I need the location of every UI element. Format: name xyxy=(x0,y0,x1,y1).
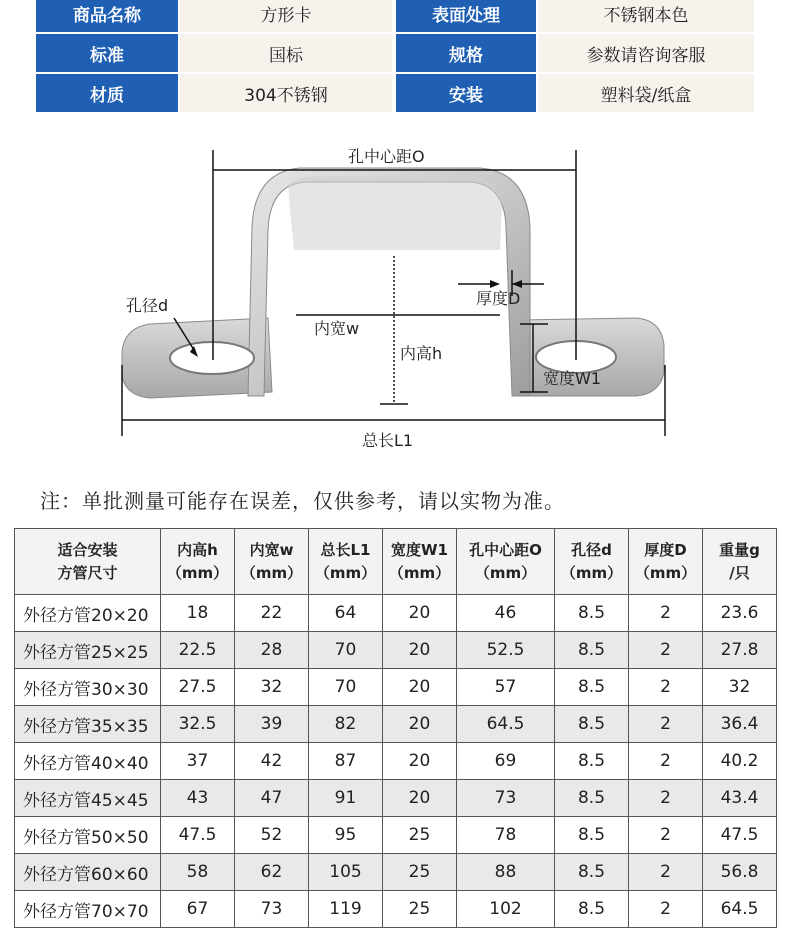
table-cell: 82 xyxy=(309,706,383,743)
table-cell: 8.5 xyxy=(555,817,629,854)
table-cell-tube-size: 外径方管30×30 xyxy=(15,669,161,706)
table-cell: 88 xyxy=(457,854,555,891)
table-cell: 20 xyxy=(383,632,457,669)
column-header: 总长L1 （mm） xyxy=(309,529,383,595)
spec-row xyxy=(36,0,754,32)
table-cell-tube-size: 外径方管35×35 xyxy=(15,706,161,743)
table-cell: 91 xyxy=(309,780,383,817)
table-row xyxy=(15,632,777,669)
table-cell: 42 xyxy=(235,743,309,780)
width-label: 宽度W1 xyxy=(543,369,602,388)
table-row xyxy=(15,891,777,928)
table-row xyxy=(15,669,777,706)
table-cell: 20 xyxy=(383,669,457,706)
table-cell: 119 xyxy=(309,891,383,928)
table-cell: 47 xyxy=(235,780,309,817)
table-row xyxy=(15,743,777,780)
table-cell: 70 xyxy=(309,669,383,706)
table-cell: 46 xyxy=(457,595,555,632)
table-cell: 105 xyxy=(309,854,383,891)
bracket-diagram xyxy=(0,135,790,465)
table-cell: 43.4 xyxy=(703,780,777,817)
table-cell: 2 xyxy=(629,817,703,854)
table-cell: 20 xyxy=(383,595,457,632)
table-cell: 2 xyxy=(629,743,703,780)
table-cell-tube-size: 外径方管45×45 xyxy=(15,780,161,817)
column-header: 宽度W1 （mm） xyxy=(383,529,457,595)
column-header: 孔径d （mm） xyxy=(555,529,629,595)
spec-label: 标准 xyxy=(36,34,178,72)
table-cell: 47.5 xyxy=(703,817,777,854)
spec-label: 安装 xyxy=(396,74,536,112)
table-cell-tube-size: 外径方管20×20 xyxy=(15,595,161,632)
spec-value: 不锈钢本色 xyxy=(538,0,754,32)
table-cell: 69 xyxy=(457,743,555,780)
spec-value: 304不锈钢 xyxy=(180,74,392,112)
table-cell: 56.8 xyxy=(703,854,777,891)
table-cell: 2 xyxy=(629,854,703,891)
table-cell: 32 xyxy=(235,669,309,706)
table-cell-tube-size: 外径方管70×70 xyxy=(15,891,161,928)
table-cell: 27.5 xyxy=(161,669,235,706)
column-header: 内高h （mm） xyxy=(161,529,235,595)
table-cell: 40.2 xyxy=(703,743,777,780)
table-cell: 57 xyxy=(457,669,555,706)
table-cell-tube-size: 外径方管50×50 xyxy=(15,817,161,854)
spec-grid xyxy=(36,0,754,114)
spec-value: 方形卡 xyxy=(180,0,392,32)
table-cell: 67 xyxy=(161,891,235,928)
spec-label: 材质 xyxy=(36,74,178,112)
spec-row xyxy=(36,34,754,72)
hole-diameter-label: 孔径d xyxy=(126,296,169,315)
disclaimer-note: 注：单批测量可能存在误差，仅供参考，请以实物为准。 xyxy=(40,489,565,513)
table-body xyxy=(15,595,777,928)
table-cell: 58 xyxy=(161,854,235,891)
table-cell: 73 xyxy=(457,780,555,817)
column-header: 重量g /只 xyxy=(703,529,777,595)
spec-label: 规格 xyxy=(396,34,536,72)
table-cell-tube-size: 外径方管40×40 xyxy=(15,743,161,780)
table-cell: 39 xyxy=(235,706,309,743)
table-cell: 8.5 xyxy=(555,891,629,928)
table-cell: 2 xyxy=(629,780,703,817)
table-cell: 37 xyxy=(161,743,235,780)
hole-center-label: 孔中心距O xyxy=(348,147,425,166)
table-cell: 8.5 xyxy=(555,780,629,817)
column-header: 厚度D （mm） xyxy=(629,529,703,595)
table-row xyxy=(15,595,777,632)
table-cell: 52 xyxy=(235,817,309,854)
table-cell: 8.5 xyxy=(555,632,629,669)
table-header-row xyxy=(15,529,777,595)
table-cell: 2 xyxy=(629,891,703,928)
table-cell: 22.5 xyxy=(161,632,235,669)
table-cell: 8.5 xyxy=(555,706,629,743)
table-cell: 28 xyxy=(235,632,309,669)
table-cell: 2 xyxy=(629,595,703,632)
table-cell: 36.4 xyxy=(703,706,777,743)
table-cell-tube-size: 外径方管25×25 xyxy=(15,632,161,669)
table-cell: 25 xyxy=(383,854,457,891)
table-cell: 64 xyxy=(309,595,383,632)
table-cell: 87 xyxy=(309,743,383,780)
table-cell: 8.5 xyxy=(555,669,629,706)
table-cell-tube-size: 外径方管60×60 xyxy=(15,854,161,891)
spec-value: 参数请咨询客服 xyxy=(538,34,754,72)
table-cell: 8.5 xyxy=(555,743,629,780)
table-cell: 32 xyxy=(703,669,777,706)
column-header: 适合安装 方管尺寸 xyxy=(15,529,161,595)
table-cell: 2 xyxy=(629,706,703,743)
inner-height-label: 内高h xyxy=(400,344,443,363)
table-cell: 78 xyxy=(457,817,555,854)
table-row xyxy=(15,706,777,743)
total-length-label: 总长L1 xyxy=(362,431,414,450)
table-cell: 8.5 xyxy=(555,595,629,632)
table-cell: 64.5 xyxy=(703,891,777,928)
table-cell: 73 xyxy=(235,891,309,928)
table-cell: 20 xyxy=(383,706,457,743)
table-cell: 20 xyxy=(383,780,457,817)
table-row xyxy=(15,780,777,817)
table-cell: 2 xyxy=(629,669,703,706)
table-row xyxy=(15,854,777,891)
spec-label: 商品名称 xyxy=(36,0,178,32)
table-cell: 18 xyxy=(161,595,235,632)
table-cell: 27.8 xyxy=(703,632,777,669)
table-cell: 62 xyxy=(235,854,309,891)
spec-value: 塑料袋/纸盒 xyxy=(538,74,754,112)
table-cell: 43 xyxy=(161,780,235,817)
table-cell: 64.5 xyxy=(457,706,555,743)
table-cell: 52.5 xyxy=(457,632,555,669)
table-cell: 32.5 xyxy=(161,706,235,743)
spec-label: 表面处理 xyxy=(396,0,536,32)
table-cell: 8.5 xyxy=(555,854,629,891)
table-cell: 20 xyxy=(383,743,457,780)
bracket-part xyxy=(122,168,664,398)
table-cell: 70 xyxy=(309,632,383,669)
table-cell: 102 xyxy=(457,891,555,928)
table-cell: 25 xyxy=(383,891,457,928)
thickness-label: 厚度D xyxy=(476,289,521,308)
table-cell: 22 xyxy=(235,595,309,632)
table-cell: 2 xyxy=(629,632,703,669)
spec-value: 国标 xyxy=(180,34,392,72)
table-row xyxy=(15,817,777,854)
table-cell: 23.6 xyxy=(703,595,777,632)
spec-row xyxy=(36,74,754,112)
table-cell: 47.5 xyxy=(161,817,235,854)
table-cell: 25 xyxy=(383,817,457,854)
column-header: 孔中心距O （mm） xyxy=(457,529,555,595)
column-header: 内宽w （mm） xyxy=(235,529,309,595)
inner-width-label: 内宽w xyxy=(314,319,360,338)
spec-table xyxy=(14,528,777,928)
table-cell: 95 xyxy=(309,817,383,854)
